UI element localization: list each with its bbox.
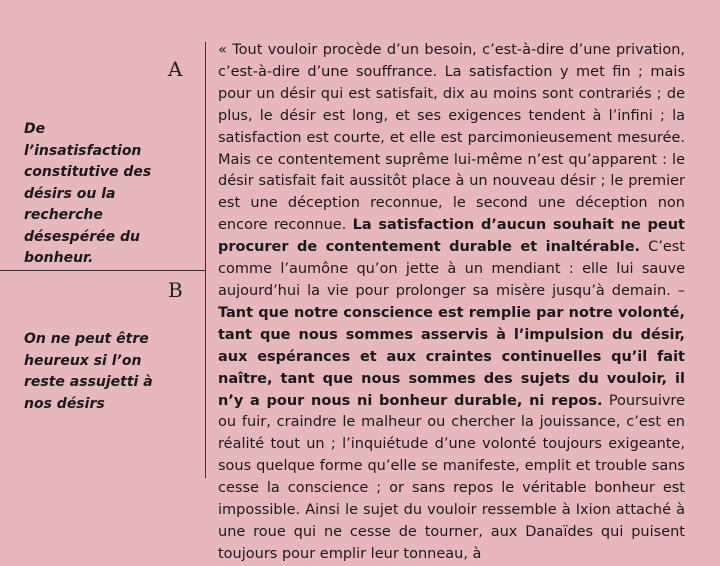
side-note-a: De l’insatisfaction constitutive des désirs ou la recherche désespérée du bonheur. — [24, 121, 152, 266]
quote-bold-1: La satisfaction d’aucun souhait ne peut procurer de contentement durable et inaltérable. — [218, 217, 685, 256]
horizontal-divider — [0, 270, 205, 271]
section-marker-b: B — [168, 278, 183, 302]
quote-text — [218, 40, 685, 566]
quote-part-3: Poursuivre ou fuir, craindre le malheur ou chercher la jouissance, c’est en réalité tout un ; l’inquiétude d’une volonté toujours exigeante, sous quelque forme qu’elle se manifeste, emplit et trouble sans cesse la conscience ; or sans repos le véritable bonheur est impossible. Ainsi le sujet du vouloir ressemble à Ixion attaché à une roue qui ne cesse de tourner, aux Danaïdes qui puisent toujours pour emplir leur tonneau, à — [218, 392, 685, 562]
quote-part-2: C’est comme l’aumône qu’on jette à un mendiant : elle lui sauve aujourd’hui la vie pour prolonger sa misère jusqu’à demain. – — [218, 239, 685, 299]
side-note-b: On ne peut être heureux si l’on reste assujetti à nos désirs — [24, 331, 153, 412]
quote-part-1: « Tout vouloir procède d’un besoin, c’est-à-dire d’une privation, c’est-à-dire d’une souffrance. La satisfaction y met fin ; mais pour un désir qui est satisfait, dix au moins sont contrariés ; de plus, le désir est long, et ses exigences tendent à l’infini ; la satisfaction est courte, et elle est parcimonieusement mesurée. Mais ce contentement suprême lui-même n’est qu’apparent : le désir satisfait fait aussitôt place à un nouveau désir ; le premier est une déception reconnue, le second une déception non encore reconnue. — [218, 42, 685, 234]
section-marker-a: A — [168, 57, 183, 81]
quote-bold-2: Tant que notre conscience est remplie par notre volonté, tant que nous sommes asservis à l’impulsion du désir, aux espérances et aux craintes continuelles qu’il fait naître, tant que nous sommes des sujets du vouloir, il n’y a pour nous ni bonheur durable, ni repos. — [218, 304, 685, 409]
vertical-divider — [205, 42, 206, 478]
